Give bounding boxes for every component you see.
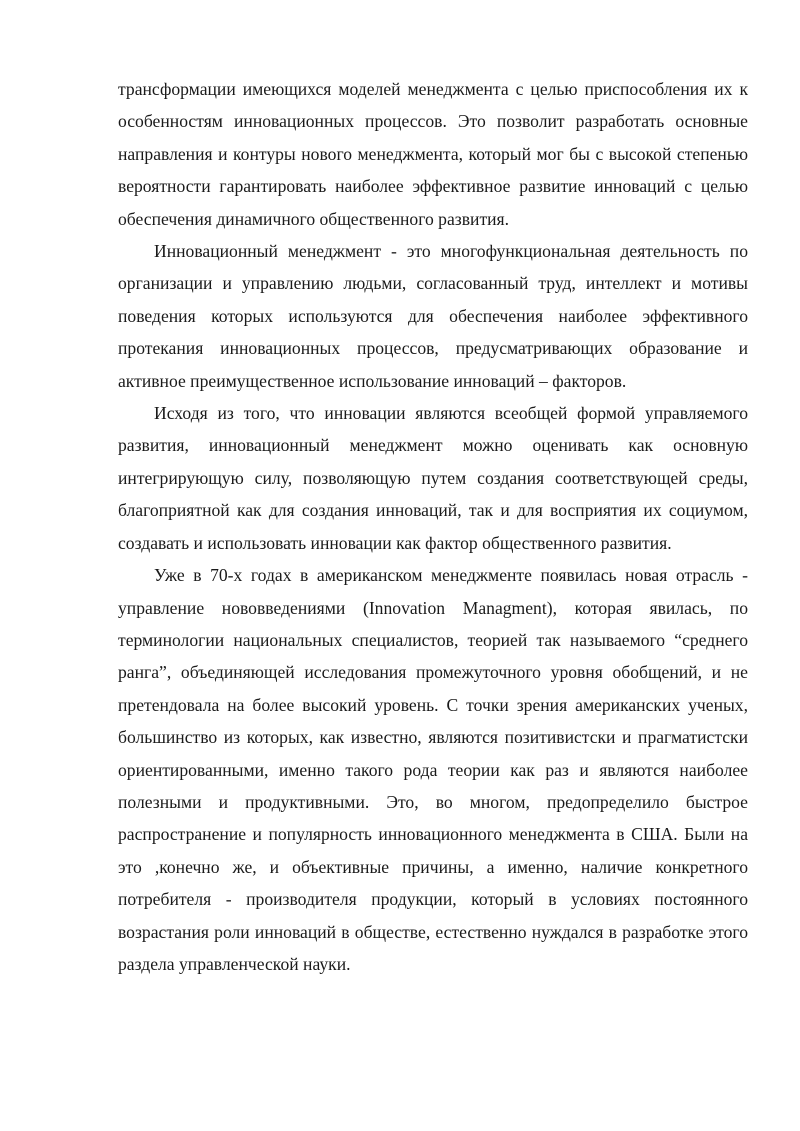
paragraph-1: трансформации имеющихся моделей менеджмента с целью приспособления их к особенностям инновационных процессов. Это позволит разработать основные направления и контуры нового менеджмента, который мог бы с высокой степенью вероятности гарантировать наиболее эффективное развитие инноваций с целью обеспечения динамичного общественного развития. <box>118 79 748 229</box>
paragraph-3: Исходя из того, что инновации являются всеобщей формой управляемого развития, инновационный менеджмент можно оценивать как основную интегрирующую силу, позволяющую путем создания соответствующей среды, благоприятной как для создания инноваций, так и для восприятия их социумом, создавать и использовать инновации как фактор общественного развития. <box>118 403 748 553</box>
paragraph-4: Уже в 70-х годах в американском менеджменте появилась новая отрасль - управление нововведениями (Innovation Managment), которая явилась, по терминологии национальных специалистов, теорией так называемого “среднего ранга”, объединяющей исследования промежуточного уровня обобщений, и не претендовала на более высокий уровень. С точки зрения американских ученых, большинство из которых, как известно, являются позитивистски и прагматистски ориентированными, именно такого рода теории как раз и являются наиболее полезными и продуктивными. Это, во многом, предопределило быстрое распространение и популярность инновационного менеджмента в США. Были на это ,конечно же, и объективные причины, а именно, наличие конкретного потребителя - производителя продукции, который в условиях постоянного возрастания роли инноваций в обществе, естественно нуждался в разработке этого раздела управленческой науки. <box>118 565 748 974</box>
document-page <box>118 73 748 980</box>
paragraph-2: Инновационный менеджмент - это многофункциональная деятельность по организации и управлению людьми, согласованный труд, интеллект и мотивы поведения которых используются для обеспечения наиболее эффективного протекания инновационных процессов, предусматривающих образование и активное преимущественное использование инноваций – факторов. <box>118 241 748 391</box>
